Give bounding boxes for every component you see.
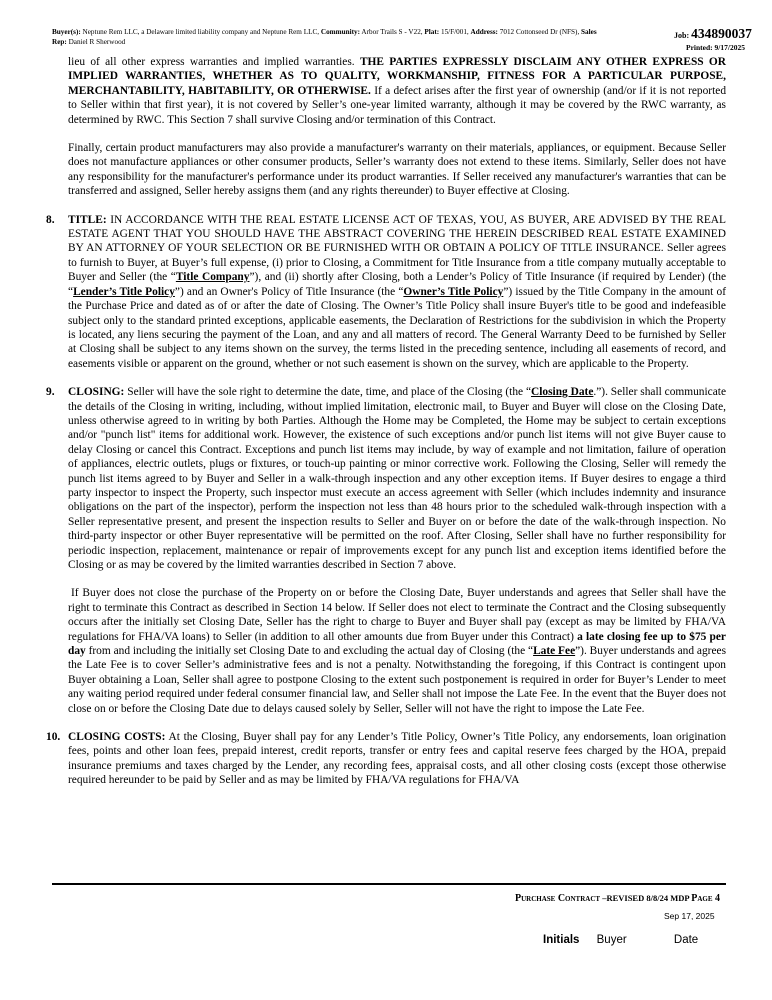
initials-label: Initials — [543, 934, 580, 946]
defined-term-title-company: Title Company — [175, 271, 250, 284]
community-label: Community: — [320, 28, 361, 36]
defined-term-closing-date: Closing Date — [531, 386, 594, 399]
buyer-value: Neptune Rem LLC, a Delaware limited liability company and Neptune Rem LLC, — [82, 28, 320, 36]
manufacturer-warranty-paragraph: Finally, certain product manufacturers may also provide a manufacturer's warranty on their materials, appliances, or equipment. Because Seller does not manufacture appliances or other consumer products, Seller’s warranty does not extend to these items. Similarly, Seller does not have any responsibility for the manufacturer's performance under its product warranties. If Seller received any manufacturer's warranties that can be transferred and assigned, Seller hereby assigns them (and any rights thereunder) to Buyer effective at Closing. — [68, 142, 726, 198]
section9-text-2: .”). Seller shall communicate the details of the Closing in writing, including, without implied limitation, electronic mail, to Buyer and Buyer will close on the Closing Date, unless otherwise agreed to in writing by both Parties. Although the Home may be Completed, the Home may be subject to certain exceptions and/or "punch list" items for additional work. However, the existence of such exceptions and/or punch list items will not give Buyer cause to delay Closing or cancel this Contract. Exceptions and punch list items may include, by way of example and not limitation, failure of operation of appliances, electric outlets, plugs or fixtures, or touch-up painting or minor corrective work. Following the Closing, Seller will remedy the punch list items agreed to by Buyer and Seller in a walk-through inspection and any other exception items. If Buyer desires to engage a third party inspector to inspect the Property, such inspector must execute an access agreement with Seller (which includes indemnity and insurance obligations on the part of the inspector), perform the inspection not less than 48 hours prior to the scheduled walk-through inspection with a Seller representative present, and present the inspection results to Seller and Buyer on or before the date of the walk-through inspection. No third-party inspector or other Buyer representative will be permitted on the roof. After Closing, Seller shall have no further responsibility for periodic inspection, replacement, maintenance or repair of improvements except for any punch list and exception items identified before the Closing or as may be covered by the limited warranties described in Section 7 above. — [68, 386, 727, 571]
section-heading: CLOSING: — [68, 386, 125, 399]
initials-date-field[interactable]: Date — [673, 934, 699, 946]
plat-label: Plat: — [424, 28, 440, 36]
defined-term-late-fee: Late Fee — [533, 645, 576, 658]
address-value: 7012 Cottonseed Dr — [499, 28, 558, 36]
page-footer — [515, 893, 720, 904]
job-number: 434890037 — [691, 26, 752, 41]
late-fee-text-a: If Buyer does not close the purchase of the Property on or before the Closing Date, Buyer understands and agrees that Seller shall have the right to terminate this Contract as described in Section 14 below. If Seller does not elect to terminate the Contract and the Closing subsequently occurs after the initially set Closing Date, Seller has the right to charge to Buyer and Buyer shall pay (except as may be limited by FHA/VA regulations for FHA/VA loans) to Seller (in addition to all other amounts due from Buyer under this Contract) — [68, 587, 726, 643]
footer-divider — [52, 883, 726, 885]
section7-paragraph — [68, 55, 726, 127]
address-continued: (NFS), — [559, 28, 580, 36]
document-header — [52, 27, 612, 47]
buyer-initials-field[interactable]: Buyer — [596, 934, 627, 946]
address-label: Address: — [470, 28, 498, 36]
section8-text-1: Seller agrees to furnish to Buyer, at Buyer’s full expense, (i) prior to Closing, a Commitment for Title Insurance from a title company mutually acceptable to Buyer and Seller (the “ — [68, 242, 726, 284]
job-label: Job: — [674, 31, 690, 40]
printed-date: Printed: 9/17/2025 — [686, 43, 745, 52]
job-block — [674, 26, 752, 41]
page-number: Page 4 — [691, 893, 720, 904]
late-fee-amount: a late closing fee up to $75 per day — [68, 630, 726, 658]
plat-value: 15/F/001, — [440, 28, 469, 36]
late-fee-text-c: ”). Buyer understands and agrees the Late Fee is to cover Seller’s administrative fees and is not a penalty. Notwithstanding the foregoing, if this Contract is contingent upon Buyer obtaining a Loan, Seller shall agree to postpone Closing to the extent such postponement is required in order for Buyer’s Lender to meet any waiting period required under federal consumer financial law, and Seller shall not impose the Late Fee. In the event that the Buyer does not close on or before the Closing Date due to delays caused solely by Seller, Seller will not have the right to impose the Late Fee. — [68, 645, 726, 715]
section-number: 8. — [46, 213, 55, 226]
section8-text-2: ”), and (ii) shortly after Closing, both a Lender’s Policy of Title Insurance (if required by Lender) (the “ — [68, 271, 727, 298]
section-9-closing — [46, 385, 727, 572]
revision-label: –REVISED 8/8/24 MDP — [602, 893, 690, 903]
section-10-closing-costs — [46, 730, 727, 788]
section7-text-a: lieu of all other express warranties and implied warranties. — [68, 56, 355, 68]
section-number: 9. — [46, 386, 55, 399]
late-fee-paragraph — [68, 586, 726, 716]
warranty-disclaimer: THE PARTIES EXPRESSLY DISCLAIM ANY OTHER EXPRESS OR IMPLIED WARRANTIES, WHETHER AS TO QUALITY, WORKMANSHIP, FITNESS FOR A PARTICULAR PURPOSE, MERCHANTABILITY, HABITABILITY, OR OTHERWISE. — [68, 56, 726, 97]
late-fee-text-b: from and including the initially set Closing Date to and excluding the actual day of Closing (the “ — [88, 645, 534, 658]
initials-row — [543, 934, 698, 946]
footer-date: Sep 17, 2025 — [664, 911, 715, 921]
section8-text-4: ”) issued by the Title Company in the amount of the Purchase Price and dated as of or after the date of Closing. The Owner’s Title Policy shall insure Buyer's title to be good and indefeasible subject only to the standard printed exceptions, applicable easements, the Declaration of Restrictions for the subdivision in which the Property is located, any liens securing the payment of the Loan, and any and all matters of record. The General Warranty Deed to be furnished by Seller at Closing shall be subject to any items shown on the survey, the terms listed in the preceding sentence, including all easements of record, and easements visible or apparent on the ground, whether or not such easement is shown on the survey, which are applicable to the Property. — [68, 285, 726, 370]
section-number: 10. — [46, 731, 61, 744]
defined-term-lenders-policy: Lender’s Title Policy — [73, 285, 175, 298]
section8-text-3: ”) and an Owner's Policy of Title Insurance (the “ — [174, 285, 404, 298]
section-8-title — [46, 213, 727, 371]
section-heading: TITLE: — [68, 213, 107, 226]
buyer-label: Buyer(s): — [52, 28, 81, 36]
section10-text: At the Closing, Buyer shall pay for any Lender’s Title Policy, Owner’s Title Policy, any endorsements, loan origination fees, points and other loan fees, prepaid interest, credit reports, transfer or entry fees and capital reserve fees charged by the HOA, prepaid insurance premiums and taxes charged by the Lender, any recording fees, appraisal costs, and all other closing costs (except those otherwise required hereunder to be paid by Seller and as may be limited by FHA/VA regulations for FHA/VA — [68, 731, 727, 787]
section7-text-b: If a defect arises after the first year of ownership (and/or if it is not reported to Seller within that first year), it is not covered by Seller’s one-year limited warranty, although it may be covered by the RWC warranty, as determined by RWC. This Section 7 shall survive Closing and/or termination of this Contract. — [68, 84, 727, 126]
sales-rep-label: Sales Rep: — [52, 28, 597, 46]
section9-text-1: Seller will have the sole right to determine the date, time, and place of the Closing (the “ — [127, 386, 532, 399]
form-name: Purchase Contract — [515, 893, 601, 904]
defined-term-owners-policy: Owner’s Title Policy — [403, 285, 504, 298]
sales-rep-value: Daniel R Sherwood — [68, 38, 126, 46]
section-heading: CLOSING COSTS: — [68, 731, 166, 744]
contract-body — [46, 55, 727, 788]
title-advisory: IN ACCORDANCE WITH THE REAL ESTATE LICENSE ACT OF TEXAS, YOU, AS BUYER, ARE ADVISED BY THE REAL ESTATE AGENT THAT YOU SHOULD HAVE THE ABSTRACT COVERING THE HEREIN DESCRIBED REAL ESTATE EXAMINED BY AN ATTORNEY OF YOUR SELECTION OR BE FURNISHED WITH OR OBTAIN A POLICY OF TITLE INSURANCE. — [68, 213, 726, 255]
community-value: Arbor Trails S - V22, — [361, 28, 423, 36]
